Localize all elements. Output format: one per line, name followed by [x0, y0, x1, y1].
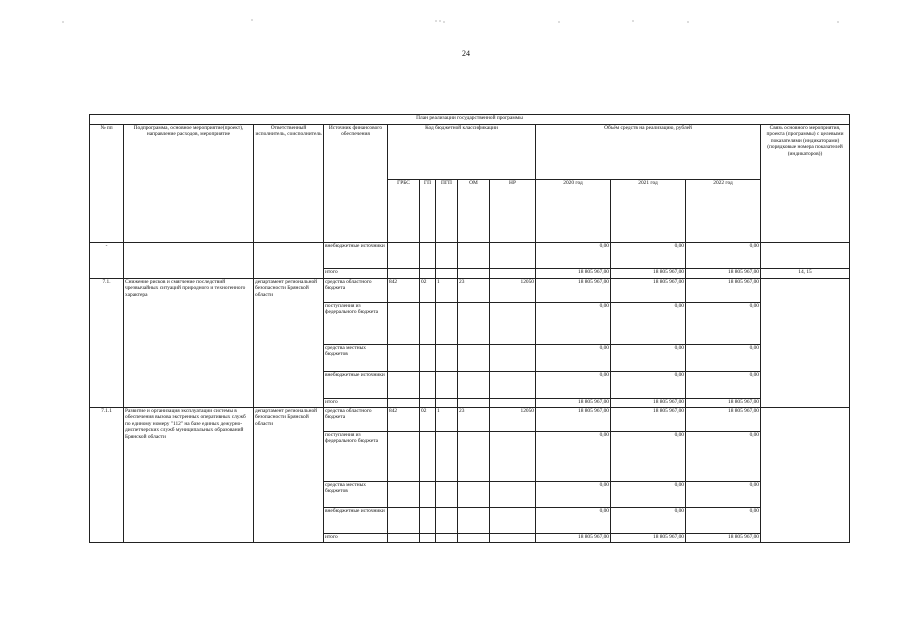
row-source: внебюджетные источники [324, 372, 388, 399]
header-grbs: ГРБС [388, 180, 420, 243]
value-2021: 18 805 967,00 [611, 279, 686, 303]
value-2022: 0,00 [686, 303, 761, 345]
table-row [90, 408, 850, 432]
row-source: средства областного бюджета [324, 408, 388, 432]
value-2022: 18 805 967,00 [686, 534, 761, 543]
table-row [90, 243, 850, 269]
header-nr: НР [490, 180, 536, 243]
value-2020: 0,00 [536, 303, 611, 345]
row-source: итого [324, 269, 388, 279]
header-budget-code: Код бюджетной классификации [388, 125, 536, 180]
row-name: Развитие и организация эксплуатации системы в обеспечения вызова экстренных оперативных служб по единому номеру "112" на базе единых дежурно-диспетчерских служб муниципальных образований Брянской области [124, 408, 254, 543]
value-2022: 18 805 967,00 [686, 269, 761, 279]
value-2021: 0,00 [611, 482, 686, 508]
row-source: внебюджетные источники [324, 243, 388, 269]
value-2021: 0,00 [611, 508, 686, 534]
header-2020: 2020 год [536, 180, 611, 243]
row-name: Снижение рисков и смягчение последствий чрезвычайных ситуаций природного и техногенного характера [124, 279, 254, 408]
header-gp: ГП [420, 180, 436, 243]
header-2021: 2021 год [611, 180, 686, 243]
table-row [90, 279, 850, 303]
code-om: 23 [458, 279, 490, 303]
header-pgp: ПГП [436, 180, 458, 243]
header-link: Связь основного мероприятия, проекта (программы) с целевыми показателями (индикаторами) (порядковые номера показателей (индикаторов)) [761, 125, 850, 243]
row-link [761, 279, 850, 408]
row-source: поступления из федерального бюджета [324, 303, 388, 345]
value-2022: 0,00 [686, 372, 761, 399]
row-source: поступления из федерального бюджета [324, 432, 388, 482]
value-2022: 0,00 [686, 508, 761, 534]
row-source: средства областного бюджета [324, 279, 388, 303]
value-2020: 18 805 967,00 [536, 269, 611, 279]
code-grbs: 842 [388, 279, 420, 303]
row-num: 7.1.1 [90, 408, 124, 543]
value-2022: 18 805 967,00 [686, 399, 761, 408]
header-num: № пп [90, 125, 124, 243]
value-2022: 0,00 [686, 345, 761, 372]
row-num: - [90, 243, 124, 279]
row-source: итого [324, 399, 388, 408]
value-2020: 0,00 [536, 243, 611, 269]
value-2021: 18 805 967,00 [611, 408, 686, 432]
row-executor: департамент региональной безопасности Брянской области [254, 279, 324, 408]
code-pgp: 1 [436, 408, 458, 432]
header-executor: Ответственный исполнитель, соисполнитель [254, 125, 324, 243]
value-2020: 0,00 [536, 345, 611, 372]
code-nr: 12050 [490, 408, 536, 432]
value-2020: 18 805 967,00 [536, 534, 611, 543]
code-pgp: 1 [436, 279, 458, 303]
code-grbs: 842 [388, 408, 420, 432]
code-gp: 02 [420, 408, 436, 432]
row-link [761, 408, 850, 543]
value-2021: 0,00 [611, 243, 686, 269]
scan-specks [0, 0, 905, 30]
code-gp: 02 [420, 279, 436, 303]
table-title: План реализации государственной программы [90, 115, 850, 125]
row-source: внебюджетные источники [324, 508, 388, 534]
header-om: ОМ [458, 180, 490, 243]
row-num: 7.1. [90, 279, 124, 408]
value-2022: 18 805 967,00 [686, 279, 761, 303]
value-2021: 0,00 [611, 372, 686, 399]
value-2020: 0,00 [536, 482, 611, 508]
value-2021: 0,00 [611, 303, 686, 345]
header-2022: 2022 год [686, 180, 761, 243]
value-2020: 18 805 967,00 [536, 399, 611, 408]
value-2021: 0,00 [611, 432, 686, 482]
row-link [761, 243, 850, 269]
header-volume: Объём средств на реализацию, рублей [536, 125, 761, 180]
value-2020: 0,00 [536, 508, 611, 534]
row-name [124, 243, 254, 279]
value-2021: 0,00 [611, 345, 686, 372]
code-om: 23 [458, 408, 490, 432]
value-2021: 18 805 967,00 [611, 534, 686, 543]
row-source: средства местных бюджетов [324, 345, 388, 372]
program-plan-table [89, 114, 850, 543]
value-2022: 0,00 [686, 482, 761, 508]
row-source: средства местных бюджетов [324, 482, 388, 508]
code-nr: 12050 [490, 279, 536, 303]
row-source: итого [324, 534, 388, 543]
page-number: 24 [462, 49, 470, 58]
value-2020: 0,00 [536, 432, 611, 482]
value-2021: 18 805 967,00 [611, 399, 686, 408]
value-2020: 18 805 967,00 [536, 279, 611, 303]
row-executor: департамент региональной безопасности Брянской области [254, 408, 324, 543]
header-name: Подпрограмма, основное мероприятие(проект), направление расходов, мероприятие [124, 125, 254, 243]
header-source: Источник финансового обеспечения [324, 125, 388, 243]
value-2022: 18 805 967,00 [686, 408, 761, 432]
row-executor [254, 243, 324, 279]
value-2021: 18 805 967,00 [611, 269, 686, 279]
value-2022: 0,00 [686, 243, 761, 269]
value-2022: 0,00 [686, 432, 761, 482]
value-2020: 18 805 967,00 [536, 408, 611, 432]
value-2020: 0,00 [536, 372, 611, 399]
row-link: 14, 15 [761, 269, 850, 279]
